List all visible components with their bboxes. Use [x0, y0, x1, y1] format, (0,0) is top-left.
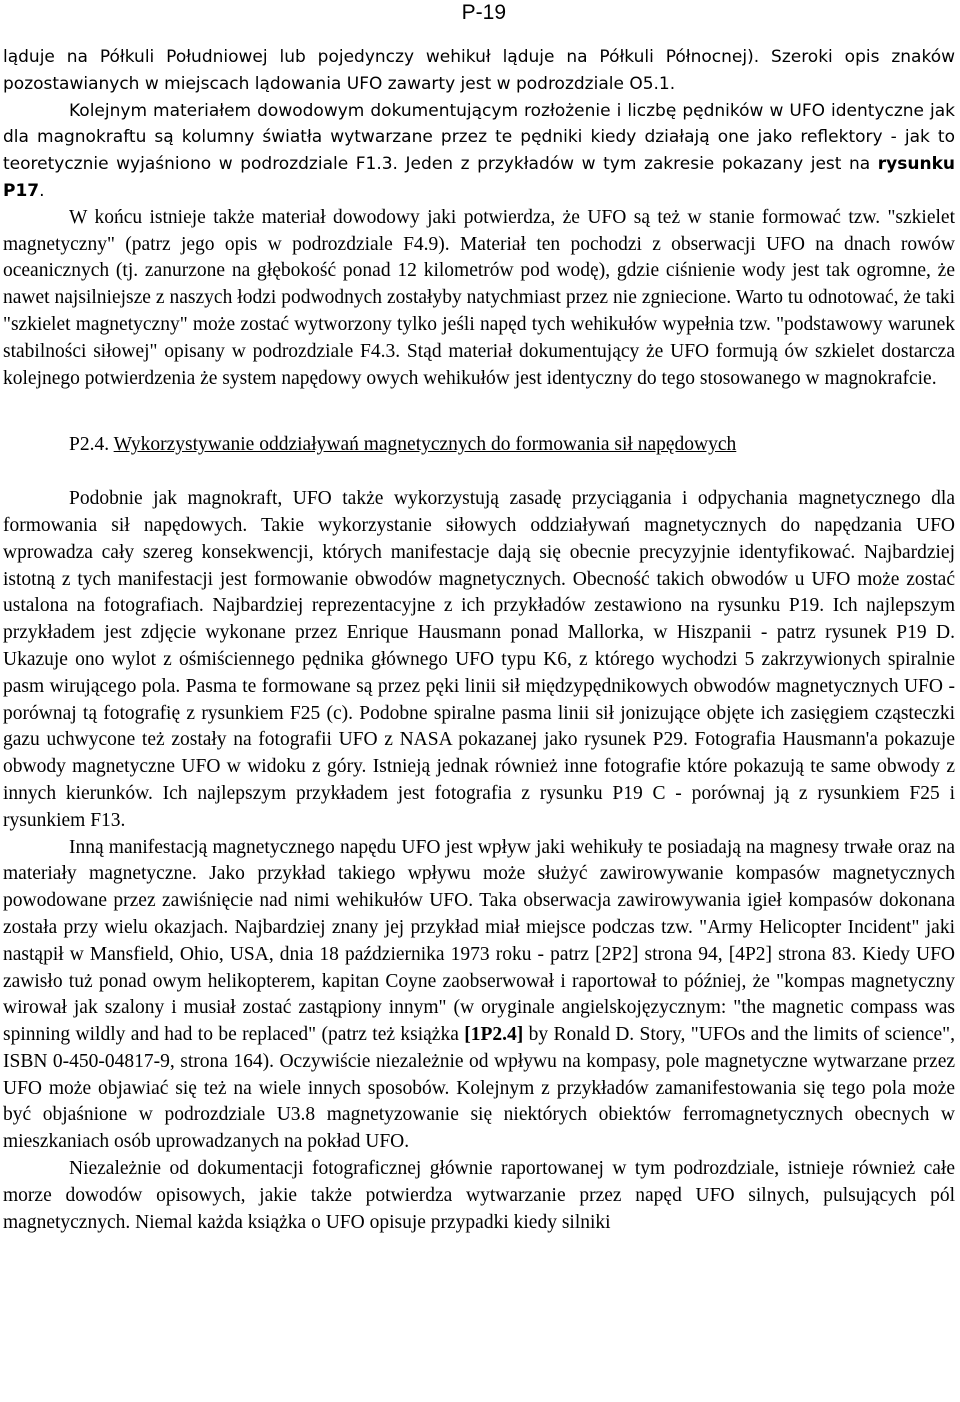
document-body: [3, 44, 955, 1236]
paragraph-continued: ląduje na Półkuli Południowej lub pojedynczy wehikuł ląduje na Półkuli Północnej). Szeroki opis znaków pozostawianych w miejscach lądowania UFO zawarty jest w podrozdziale O5.1.: [3, 47, 955, 94]
page-number: P-19: [461, 1, 506, 24]
section-heading: [3, 432, 955, 459]
paragraph-text: Kolejnym materiałem dowodowym dokumentującym rozłożenie i liczbę pędników w UFO identyczne jak dla magnokraftu są kolumny światła wytwarzane przez te pędniki kiedy działają one jako reflektory - jak to teoretycznie wyjaśniono w podrozdziale F1.3. Jeden z przykładów w tym zakresie pokazany jest na: [3, 100, 955, 175]
paragraph-light-columns: [3, 98, 955, 205]
paragraph-compass-influence: [3, 835, 955, 1157]
book-reference: [1P2.4]: [464, 1024, 524, 1046]
paragraph-end: .: [39, 180, 45, 201]
paragraph-text: Inną manifestacją magnetycznego napędu UFO jest wpływ jaki wehikuły te posiadają na magnesy trwałe oraz na materiały magnetyczne. Jako przykład takiego wpływu może służyć zawirowywanie kompasów magnetycznych powodowane przez zawiśnięcie nad nimi wehikułów UFO. Taka obserwacja zawirowywania igieł kompasów dokonana została przy wielu okazjach. Najbardziej znany jej przykład miał miejsce podczas tzw. "Army Helicopter Incident" jaki nastąpił w Mansfield, Ohio, USA, dnia 18 października 1973 roku - patrz [2P2] strona 94, [4P2] strona 83. Kiedy UFO zawisło tuż ponad owym helikopterem, kapitan Coyne zaobserwował i raportował to później, że "kompas magnetyczny wirował jak szalony i musiał zostać zastąpiony innym" (w oryginale angielskojęzycznym: "the magnetic compass was spinning wildly and had to be replaced" (patrz też książka: [3, 836, 955, 1046]
paragraph-descriptive-evidence: Niezależnie od dokumentacji fotograficznej głównie raportowanej w tym podrozdziale, istnieje również całe morze dowodów opisowych, jakie także potwierdza wytwarzanie przez napęd UFO silnych, pulsujących pól magnetycznych. Niemal każda książka o UFO opisuje przypadki kiedy silniki: [3, 1158, 955, 1233]
paragraph-magnetic-circuits: Podobnie jak magnokraft, UFO także wykorzystują zasadę przyciągania i odpychania magnetycznego dla formowania sił napędowych. Takie wykorzystanie siłowych oddziaływań magnetycznych do napędzania UFO wprowadza cały szereg konsekwencji, których manifestacje dają się obecnie precyzyjnie identyfikować. Najbardziej istotną z tych manifestacji jest formowanie obwodów magnetycznych. Obecność takich obwodów u UFO może zostać ustalona na fotografiach. Najbardziej reprezentacyjne z ich przykładów zestawiono na rysunku P19. Ich najlepszym przykładem jest zdjęcie wykonane przez Enrique Hausmann ponad Mallorka, w Hiszpanii - patrz rysunek P19 D. Ukazuje ono wylot z ośmiściennego pędnika głównego UFO typu K6, z którego wychodzi 5 zakrzywionych spiralnie pasm wirującego pola. Pasma te formowane są przez pęki linii sił międzypędnikowych obwodów magnetycznych UFO - porównaj tą fotografię z rysunkiem F25 (c). Podobne spiralne pasma linii sił jonizujące objęte ich zasięgiem cząsteczki gazu uchwycone też zostały na fotografii UFO z NASA pokazanej jako rysunek P29. Fotografia Hausmann'a pokazuje obwody magnetyczne UFO w widoku z góry. Istnieją jednak również inne fotografie które pokazują te same obwody z innych kierunków. Ich najlepszym przykładem jest fotografia z rysunku P19 C - porównaj ją z rysunkiem F25 i rysunkiem F13.: [3, 488, 955, 831]
paragraph-text-continued: by Ronald D. Story, "UFOs and the limits of science", ISBN 0-450-04817-9, strona 164). Oczywiście niezależnie od wpływu na kompasy, pole magnetyczne wytwarzane przez UFO może objawiać się też na wiele innych sposobów. Kolejnym z przykładów zamanifestowania się tego pola może być objaśnione w podrozdziale U3.8 magnetyzowanie się niektórych obiektów ferromagnetycznych obecnych w mieszkaniach osób uprowadzanych na pokład UFO.: [3, 1024, 956, 1153]
section-number: P2.4.: [69, 434, 110, 456]
paragraph-magnetic-skeleton: W końcu istnieje także materiał dowodowy jaki potwierdza, że UFO są też w stanie formować tzw. "szkielet magnetyczny" (patrz jego opis w podrozdziale F4.9). Materiał ten pochodzi z obserwacji UFO na dnach rowów oceanicznych (tj. zanurzone na głębokość ponad 12 kilometrów pod wodę), gdzie ciśnienie wody jest tak ogromne, że nawet najsilniejsze z naszych łodzi podwodnych zostałyby natychmiast przez nie zgniecione. Warto tu odnotować, że taki "szkielet magnetyczny" może zostać wytworzony tylko jeśli napęd tych wehikułów wypełnia tzw. "podstawowy warunek stabilności siłowej" opisany w podrozdziale F4.3. Stąd materiał dokumentujący że UFO formują ów szkielet dostarcza kolejnego potwierdzenia że system napędowy owych wehikułów jest identyczny do tego stosowanego w magnokrafcie.: [3, 206, 955, 389]
figure-reference: rysunku P17: [3, 154, 955, 201]
section-title: Wykorzystywanie oddziaływań magnetycznych do formowania sił napędowych: [113, 434, 737, 456]
